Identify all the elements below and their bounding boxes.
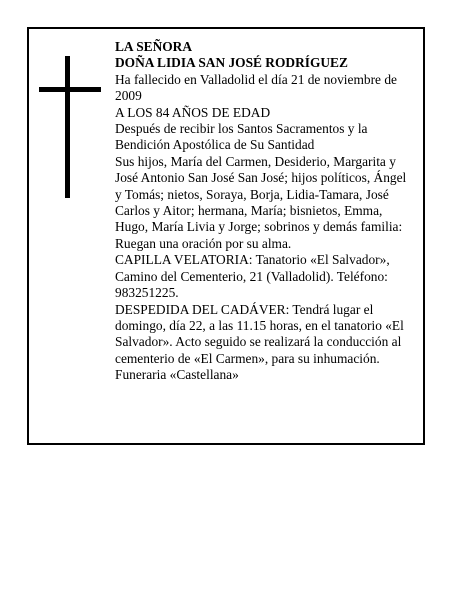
deceased-name: DOÑA LIDIA SAN JOSÉ RODRÍGUEZ [115,55,348,71]
funeral-home: Funeraria «Castellana» [115,367,239,383]
death-statement: Ha fallecido en Valladolid el día 21 de noviembre de 2009 [115,71,397,104]
obituary-text [115,39,411,384]
age-statement: A LOS 84 AÑOS DE EDAD [115,104,271,120]
cross-vertical-bar [65,56,70,198]
chapel-info: CAPILLA VELATORIA: Tanatorio «El Salvador», Camino del Cementerio, 21 (Valladolid). Teléfono: 983251225. [115,252,390,301]
cross-icon [39,56,101,198]
sacraments-statement: Después de recibir los Santos Sacramentos y la Bendición Apostólica de Su Santidad [115,121,368,153]
obituary-notice [27,27,425,445]
honorific: LA SEÑORA [115,39,193,54]
farewell-info: DESPEDIDA DEL CADÁVER: Tendrá lugar el domingo, día 22, a las 11.15 horas, en el tanatorio «El Salvador». Acto seguido se realizará la conducción al cementerio de «El Carmen», para su inhumación. [115,301,404,366]
family-list: Sus hijos, María del Carmen, Desiderio, Margarita y José Antonio San José San José; hijos políticos, Ángel y Tomás; nietos, Soraya, Borja, Lidia-Tamara, José Carlos y Aitor; hermana, María; bisnietos, Emma, Hugo, María Livia y Jorge; sobrinos y demás familia: [115,153,407,235]
prayer-request: Ruegan una oración por su alma. [115,235,292,251]
cross-horizontal-bar [39,87,101,92]
